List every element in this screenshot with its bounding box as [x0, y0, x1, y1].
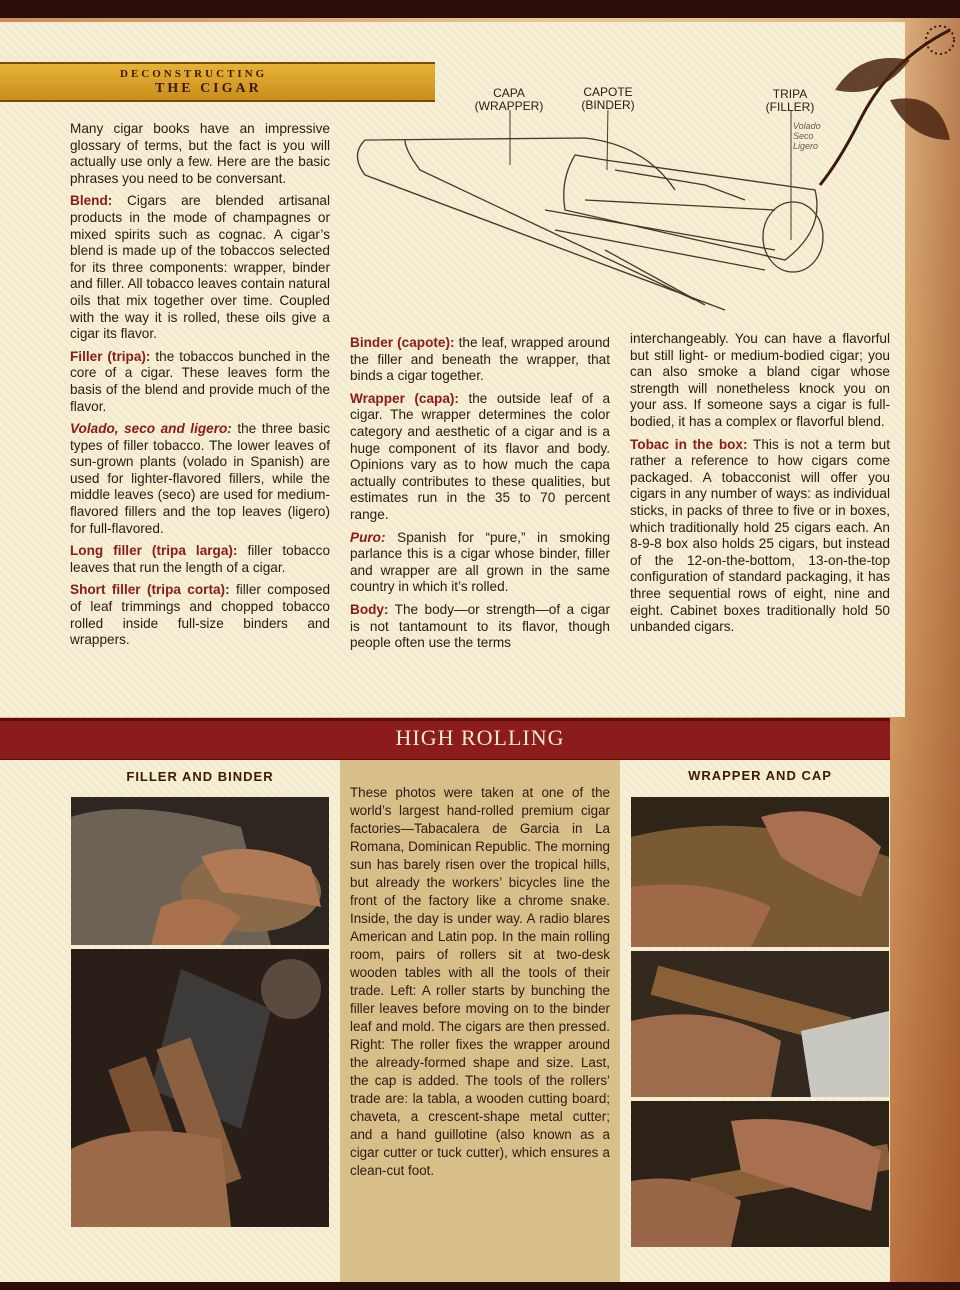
section-big-title: THE CIGAR — [155, 81, 262, 96]
photo-bunching-filler — [71, 797, 329, 945]
term-tobac-in-the-box: Tobac in the box: — [630, 436, 748, 452]
filler-binder-label: FILLER AND BINDER — [126, 769, 274, 784]
term-filler: Filler (tripa): — [70, 348, 151, 364]
bottom-border — [0, 1282, 960, 1290]
glossary-entry: Volado, seco and ligero: the three basic types of filler tobacco. The lower leaves of sun-grown plants (volado in Spanish) are used for lighter-flavored fillers, while the middle leaves (seco) are used for medium-flavored fillers and the top leaves (ligero) for full-flavored. — [70, 421, 330, 536]
term-short-filler: Short filler (tripa corta): — [70, 582, 230, 598]
term-puro: Puro: — [350, 529, 386, 545]
glossary-entry: Puro: Spanish for “pure,” in smoking parlance this is a cigar whose binder, filler and wrapper are all grown in the same country in which it’s rolled. — [350, 529, 610, 595]
term-volado: Volado, seco and ligero: — [70, 421, 232, 437]
glossary-entry: Long filler (tripa larga): filler tobacco leaves that run the length of a cigar. — [70, 543, 331, 575]
glossary-entry: Filler (tripa): the tobaccos bunched in the core of a cigar. These leaves form the basis of the blend and provide much of the flavor. — [70, 348, 330, 414]
high-rolling-banner — [0, 718, 890, 762]
glossary-entry: Tobac in the box: This is not a term but rather a reference to how cigars come packaged. A tobacconist will offer you cigars in any number of ways: as individual sticks, in packs of three to five or in boxes, which traditionally hold 25 cigars each. An 8-9-8 box also holds 25 cigars, but instead of the 12-on-the-bottom, 13-on-the-top configuration of standard packaging, it has three sequential rows of eight, nine and eight. Cabinet boxes traditionally hold 50 unbanded cigars. — [630, 436, 890, 635]
section-tag — [0, 62, 435, 102]
glossary-entry: Binder (capote): the leaf, wrapped around the filler and beneath the wrapper, that binds a cigar together. — [350, 335, 610, 384]
glossary-entry: Short filler (tripa corta): filler composed of leaf trimmings and chopped tobacco rolled inside full-size binders and wrappers. — [70, 582, 330, 648]
photo-caption: These photos were taken at one of the world’s largest hand-rolled premium cigar factories—Tabacalera de Garcia in La Romana, Dominican Republic. The morning sun has barely risen over the tropical hills, but already the workers’ bicycles line the front of the factory like a chrome snake. Inside, the day is under way. A radio blares American and Latin pop. In the main rolling room, pairs of rollers sit at two-desk wooden tables with all the tools of their trade. Left: A roller starts by bunching the filler leaves before moving on to the binder leaf and mold. The cigars are then pressed. Right: The roller fixes the wrapper around the already-formed shape and size. Last, the cap is added. The tools of the rollers’ trade are: la tabla, a wooden cutting board; chaveta, a crescent-shape metal cutter; and a hand guillotine (also known as a cigar cutter or tuck cutter), which ensures a clean-cut foot. — [350, 785, 610, 1178]
photo-adding-cap — [631, 1101, 889, 1247]
section-small-title: DECONSTRUCTING — [120, 68, 268, 80]
glossary-entry: Wrapper (capa): the outside leaf of a cigar. The wrapper determines the color category and aesthetic of a cigar and is a huge component of its flavor and body. Opinions vary as to how much the capa actually contributes to these qualities, but estimates run in the 35 to 70 percent range. — [350, 390, 611, 522]
body-continuation: interchangeably. You can have a flavorful but still light- or medium-bodied cigar; you can also smoke a bland cigar whose strength will nonetheless knock you on your ass. If someone says a cigar is full-bodied, it has a complex or flavorful blend. — [630, 331, 890, 429]
diagram-label-tripa: TRIPA (FILLER) — [765, 87, 815, 114]
diagram-label-capote: CAPOTE (BINDER) — [581, 85, 635, 112]
glossary-column-2 — [350, 335, 610, 658]
photo-cigar-press — [71, 949, 329, 1227]
glossary-entry: Blend: Cigars are blended artisanal products in the mode of champagnes or mixed spirits such as cognac. A cigar’s blend is made up of the tobaccos selected for its three components: wrapper, binder and filler. All tobacco leaves contain natural oils that mix together over time. Coupled with the way it is rolled, these oils give a cigar its flavor. — [70, 193, 330, 342]
wrapper-cap-label: WRAPPER AND CAP — [688, 768, 832, 783]
top-border — [0, 0, 960, 18]
term-wrapper: Wrapper (capa): — [350, 390, 459, 406]
glossary-column-3 — [630, 331, 890, 642]
banner-title: HIGH ROLLING — [395, 725, 565, 750]
term-body: Body: — [350, 601, 389, 617]
term-blend: Blend: — [70, 193, 113, 209]
photo-rolling-wrapper — [631, 951, 889, 1097]
glossary-column-1 — [70, 121, 330, 655]
intro-paragraph: Many cigar books have an impressive glossary of terms, but the fact is you will actually use only a few. Here are the basic phrases you need to be conversant. — [70, 121, 330, 186]
diagram-filler-types: Volado Seco Ligero — [793, 121, 821, 151]
photo-wrapper-leaf — [631, 797, 889, 947]
term-long-filler: Long filler (tripa larga): — [70, 543, 238, 559]
glossary-entry: Body: The body—or strength—of a cigar is not tantamount to its flavor, though people often use the terms — [350, 601, 610, 651]
diagram-label-capa: CAPA (WRAPPER) — [474, 86, 544, 113]
term-binder: Binder (capote): — [350, 335, 455, 350]
cigar-diagram — [345, 110, 845, 330]
